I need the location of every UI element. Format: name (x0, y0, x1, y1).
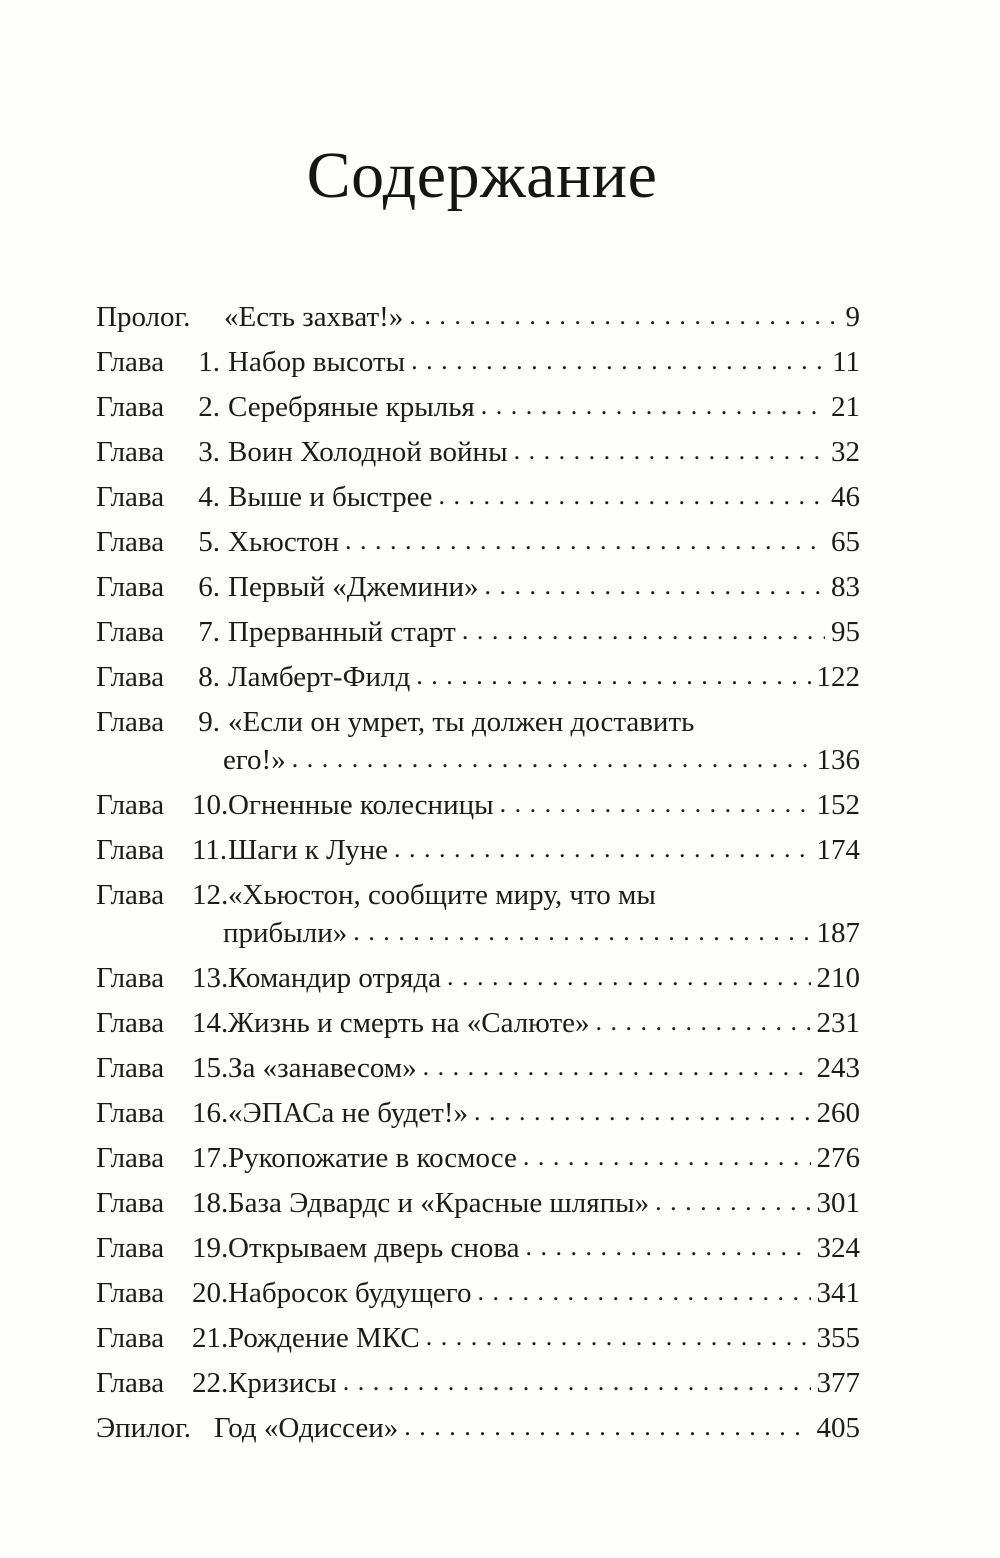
toc-entry-chapter-7[interactable] (96, 613, 860, 651)
entry-title: Ламберт-Филд (228, 661, 411, 693)
entry-page-number: 9 (845, 301, 860, 333)
entry-title: За «занавесом» (228, 1052, 417, 1084)
entry-label: Глава (96, 526, 165, 558)
dot-leader (409, 296, 834, 326)
entry-page-number: 136 (816, 744, 860, 776)
entry-page-number: 122 (816, 661, 860, 693)
entry-number: 22. (192, 1367, 229, 1399)
toc-entry-chapter-13[interactable] (96, 959, 860, 997)
dot-leader (523, 1137, 811, 1167)
entry-title: Рукопожатие в космосе (228, 1142, 517, 1174)
entry-title: Выше и быстрее (228, 481, 433, 513)
entry-page-number: 377 (816, 1367, 860, 1399)
dot-leader (526, 1227, 811, 1257)
toc-entry-chapter-1[interactable] (96, 343, 860, 381)
toc-entry-chapter-6[interactable] (96, 568, 860, 606)
dot-leader (477, 1272, 810, 1302)
entry-page-number: 32 (831, 436, 860, 468)
dot-leader (474, 1092, 811, 1122)
toc-entry-chapter-22[interactable] (96, 1364, 860, 1402)
dot-leader (394, 829, 811, 859)
entry-label: Глава (96, 1097, 165, 1129)
entry-label: Глава (96, 346, 165, 378)
entry-title: Открываем дверь снова (228, 1232, 520, 1264)
entry-title: Шаги к Луне (228, 834, 388, 866)
entry-label: Пролог. (96, 301, 191, 333)
entry-label: Глава (96, 436, 165, 468)
entry-page-number: 65 (831, 526, 860, 558)
entry-title: Прерванный старт (228, 616, 456, 648)
entry-page-number: 21 (831, 391, 860, 423)
entry-title: «Если он умрет, ты должен доставить (228, 706, 695, 738)
entry-number: 12. (192, 879, 229, 911)
entry-page-number: 405 (816, 1412, 860, 1444)
entry-page-number: 355 (816, 1322, 860, 1354)
entry-number: 6. (198, 571, 220, 603)
entry-page-number: 276 (816, 1142, 860, 1174)
entry-page-number: 324 (816, 1232, 860, 1264)
entry-number: 20. (192, 1277, 229, 1309)
entry-page-number: 152 (816, 789, 860, 821)
dot-leader (353, 912, 810, 942)
toc-entry-chapter-10[interactable] (96, 786, 860, 824)
entry-label: Глава (96, 706, 165, 738)
entry-page-number: 341 (816, 1277, 860, 1309)
toc-entry-chapter-20[interactable] (96, 1274, 860, 1312)
entry-number: 10. (192, 789, 229, 821)
toc-entry-chapter-15[interactable] (96, 1049, 860, 1087)
entry-label: Глава (96, 879, 165, 911)
dot-leader (438, 476, 825, 506)
entry-number: 4. (198, 481, 220, 513)
entry-page-number: 210 (816, 962, 860, 994)
entry-page-number: 46 (831, 481, 860, 513)
dot-leader (596, 1002, 811, 1032)
entry-number: 16. (192, 1097, 229, 1129)
entry-number: 1. (198, 346, 220, 378)
entry-page-number: 174 (816, 834, 860, 866)
entry-page-number: 11 (832, 346, 860, 378)
entry-label: Глава (96, 1142, 165, 1174)
entry-number: 18. (192, 1187, 229, 1219)
entry-title: Командир отряда (228, 962, 442, 994)
toc-entry-chapter-11[interactable] (96, 831, 860, 869)
entry-label: Глава (96, 1187, 165, 1219)
dot-leader (655, 1182, 810, 1212)
page-title: Содержание (306, 139, 658, 212)
toc-entry-chapter-19[interactable] (96, 1229, 860, 1267)
toc-entry-chapter-8[interactable] (96, 658, 860, 696)
entry-number: 7. (198, 616, 220, 648)
entry-label: Глава (96, 1007, 165, 1039)
entry-page-number: 243 (816, 1052, 860, 1084)
toc-entry-chapter-5[interactable] (96, 523, 860, 561)
entry-number: 15. (192, 1052, 229, 1084)
entry-title: «Есть захват!» (224, 301, 404, 333)
toc-entry-chapter-3[interactable] (96, 433, 860, 471)
entry-label: Глава (96, 571, 165, 603)
entry-number: 17. (192, 1142, 229, 1174)
entry-title: Набросок будущего (228, 1277, 472, 1309)
entry-label: Глава (96, 1052, 165, 1084)
entry-title: Огненные колесницы (228, 789, 494, 821)
entry-title: Хьюстон (228, 526, 340, 558)
entry-title: Жизнь и смерть на «Салюте» (228, 1007, 590, 1039)
entry-title: Набор высоты (228, 346, 406, 378)
dot-leader (292, 739, 811, 769)
entry-page-number: 95 (831, 616, 860, 648)
dot-leader (447, 957, 810, 987)
entry-title: Первый «Джемини» (228, 571, 479, 603)
entry-title: Год «Одиссеи» (214, 1412, 399, 1444)
entry-label: Глава (96, 1322, 165, 1354)
entry-number: 3. (198, 436, 220, 468)
entry-number: 8. (198, 661, 220, 693)
entry-page-number: 187 (816, 917, 860, 949)
dot-leader (484, 566, 825, 596)
dot-leader (500, 784, 811, 814)
entry-title: Рождение МКС (228, 1322, 420, 1354)
toc-entry-chapter-14[interactable] (96, 1004, 860, 1042)
entry-number: 14. (192, 1007, 229, 1039)
table-of-contents (96, 298, 860, 1454)
entry-title: «ЭПАСа не будет!» (228, 1097, 468, 1129)
entry-title-continued: прибыли» (223, 917, 348, 949)
entry-number: 19. (192, 1232, 229, 1264)
entry-page-number: 260 (816, 1097, 860, 1129)
entry-label: Глава (96, 616, 165, 648)
entry-label: Глава (96, 661, 165, 693)
entry-number: 21. (192, 1322, 229, 1354)
entry-label: Глава (96, 1367, 165, 1399)
entry-page-number: 231 (816, 1007, 860, 1039)
entry-number: 11. (192, 834, 228, 866)
entry-label: Глава (96, 481, 165, 513)
entry-page-number: 83 (831, 571, 860, 603)
entry-number: 5. (198, 526, 220, 558)
dot-leader (462, 611, 825, 641)
toc-entry-prolog[interactable] (96, 298, 860, 336)
dot-leader (411, 341, 826, 371)
entry-page-number: 301 (816, 1187, 860, 1219)
entry-label: Глава (96, 962, 165, 994)
dot-leader (426, 1317, 811, 1347)
dot-leader (416, 656, 810, 686)
dot-leader (423, 1047, 811, 1077)
entry-label: Глава (96, 1232, 165, 1264)
entry-label: Глава (96, 1277, 165, 1309)
entry-label: Глава (96, 834, 165, 866)
entry-title-continued: его!» (223, 744, 286, 776)
toc-entry-epilog[interactable] (96, 1409, 860, 1447)
dot-leader (404, 1407, 810, 1437)
entry-label: Глава (96, 789, 165, 821)
dot-leader (345, 521, 825, 551)
entry-title: «Хьюстон, сообщите миру, что мы (228, 879, 656, 911)
entry-title: Кризисы (228, 1367, 337, 1399)
toc-entry-chapter-16[interactable] (96, 1094, 860, 1132)
entry-number: 9. (198, 706, 220, 738)
toc-entry-chapter-21[interactable] (96, 1319, 860, 1357)
toc-entry-chapter-2[interactable] (96, 388, 860, 426)
entry-number: 2. (198, 391, 220, 423)
entry-title: База Эдвардс и «Красные шляпы» (228, 1187, 650, 1219)
entry-title: Серебряные крылья (228, 391, 475, 423)
entry-title: Воин Холодной войны (228, 436, 508, 468)
toc-entry-chapter-18[interactable] (96, 1184, 860, 1222)
toc-entry-chapter-12[interactable] (96, 876, 860, 952)
entry-label: Эпилог. (96, 1412, 192, 1444)
toc-entry-chapter-9[interactable] (96, 703, 860, 779)
dot-leader (514, 431, 825, 461)
entry-label: Глава (96, 391, 165, 423)
dot-leader (481, 386, 825, 416)
entry-number: 13. (192, 962, 229, 994)
toc-entry-chapter-17[interactable] (96, 1139, 860, 1177)
toc-entry-chapter-4[interactable] (96, 478, 860, 516)
dot-leader (343, 1362, 811, 1392)
